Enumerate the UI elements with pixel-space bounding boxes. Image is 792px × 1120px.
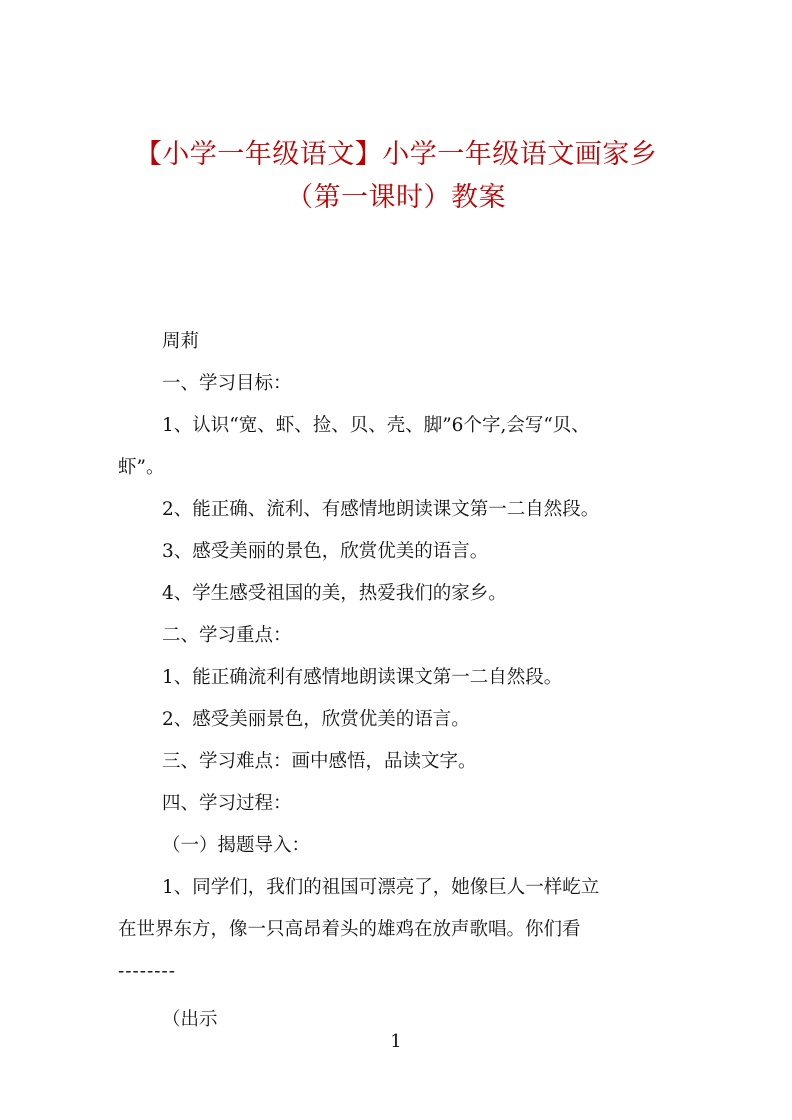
subsection-heading: （一）揭题导入：	[162, 835, 311, 856]
section-heading: 二、学习重点：	[162, 625, 292, 646]
document-title	[0, 133, 792, 219]
paragraph-line: 2、感受美丽景色，欣赏优美的语言。	[162, 709, 470, 730]
author-name: 周莉	[162, 331, 200, 352]
paragraph-line: （出示	[162, 1009, 218, 1030]
section-heading: 一、学习目标：	[162, 373, 292, 394]
paragraph-line: 3、感受美丽的景色，欣赏优美的语言。	[162, 541, 489, 562]
title-line-1: 【小学一年级语文】小学一年级语文画家乡	[134, 139, 658, 170]
paragraph-line: 4、学生感受祖国的美，热爱我们的家乡。	[162, 583, 507, 604]
paragraph-line: 2、能正确、流利、有感情地朗读课文第一二自然段。	[162, 499, 600, 520]
paragraph-line: 1、认识“宽、虾、捡、贝、壳、脚”6个字,会写“贝、	[162, 415, 590, 436]
dash-separator: --------	[118, 961, 177, 982]
paragraph-line-continuation: 虾”。	[118, 457, 165, 478]
page-number: 1	[390, 1031, 402, 1052]
paragraph-line: 1、能正确流利有感情地朗读课文第一二自然段。	[162, 667, 563, 688]
document-body	[118, 321, 678, 1041]
section-heading: 三、学习难点：画中感悟，品读文字。	[162, 751, 477, 772]
paragraph-line: 1、同学们，我们的祖国可漂亮了，她像巨人一样屹立	[162, 877, 600, 898]
section-heading: 四、学习过程：	[162, 793, 292, 814]
title-line-2: （第一课时）教案	[286, 182, 506, 213]
paragraph-line-continuation: 在世界东方，像一只高昂着头的雄鸡在放声歌唱。你们看	[118, 919, 581, 940]
